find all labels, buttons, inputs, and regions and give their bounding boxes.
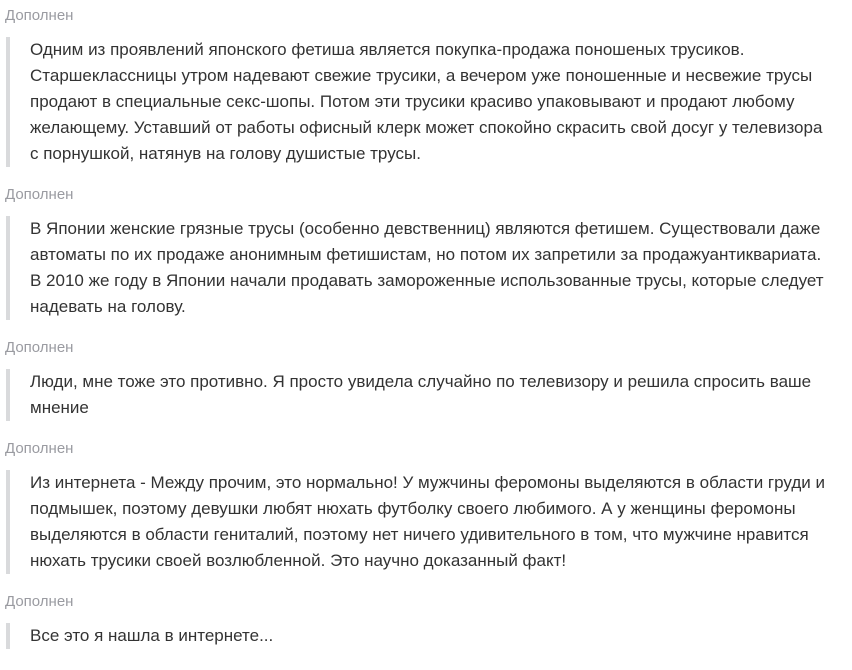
addition-quote <box>6 369 852 421</box>
addition-label: Дополнен <box>5 593 74 610</box>
addition-section <box>5 339 852 421</box>
addition-text: Одним из проявлений японского фетиша является покупка-продажа поношеных трусиков. Старшеклассницы утром надевают свежие трусики, а вечером уже поношенные и несвежие трусы продают в специальные секс-шопы. Потом эти трусики красиво упаковывают и продают любому желающему. Уставший от работы офисный клерк может спокойно скрасить свой досуг у телевизора с порнушкой, натянув на голову душистые трусы. <box>30 40 823 163</box>
addition-quote <box>6 470 852 574</box>
addition-quote <box>6 37 852 167</box>
addition-section <box>5 7 852 167</box>
addition-quote <box>6 216 852 320</box>
addition-quote <box>6 623 852 649</box>
addition-text: Все это я нашла в интернете... <box>30 626 274 645</box>
addition-label: Дополнен <box>5 339 74 356</box>
addition-section <box>5 440 852 574</box>
addition-text: Люди, мне тоже это противно. Я просто увидела случайно по телевизору и решила спросить ваше мнение <box>30 372 812 417</box>
addition-label: Дополнен <box>5 440 74 457</box>
addition-label: Дополнен <box>5 7 74 24</box>
addition-text: В Японии женские грязные трусы (особенно девственниц) являются фетишем. Существовали даже автоматы по их продаже анонимным фетишистам, но потом их запретили за продажуантиквариата. В 2010 же году в Японии начали продавать замороженные использованные трусы, которые следует надевать на голову. <box>30 219 824 316</box>
addition-section <box>5 593 852 649</box>
addition-section <box>5 186 852 320</box>
addition-text: Из интернета - Между прочим, это нормально! У мужчины феромоны выделяются в области груди и подмышек, поэтому девушки любят нюхать футболку своего любимого. А у женщины феромоны выделяются в области гениталий, поэтому нет ничего удивительного в том, что мужчине нравится нюхать трусики своей возлюбленной. Это научно доказанный факт! <box>30 473 825 570</box>
addition-label: Дополнен <box>5 186 74 203</box>
